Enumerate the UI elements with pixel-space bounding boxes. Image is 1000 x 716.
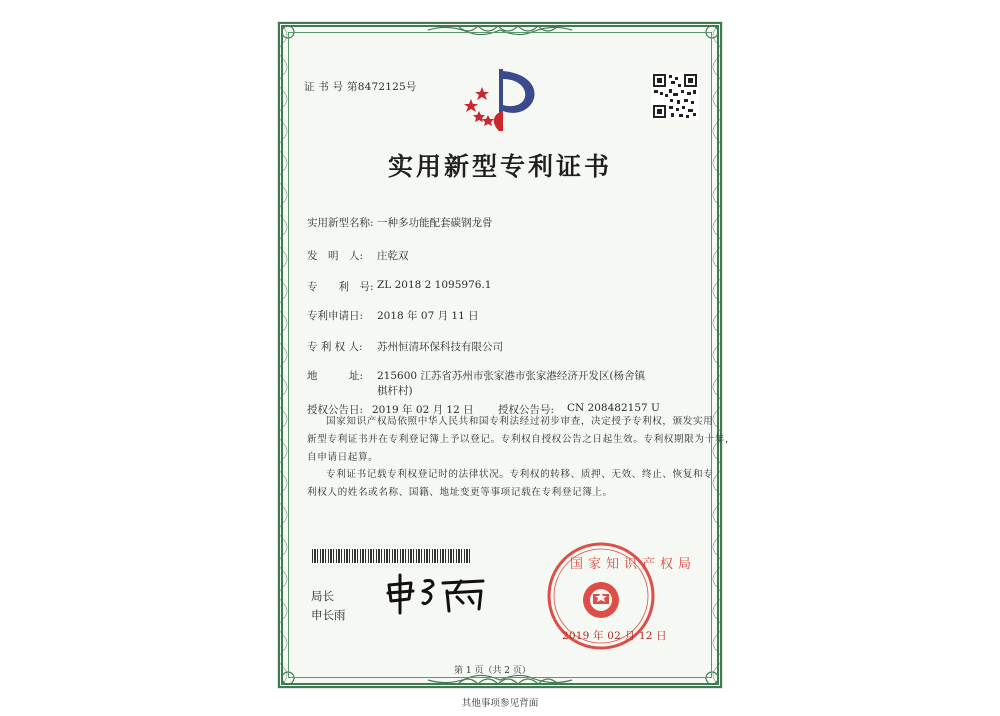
signatory-name: 申长雨 (311, 608, 346, 622)
patent-number-label: 专 利 号: (307, 281, 374, 293)
address-line-1: 215600 江苏省苏州市张家港市张家港经济开发区(杨舍镇 (377, 370, 646, 382)
body-paragraph-1-line-3: 自申请日起算。 (307, 452, 379, 463)
signatory-title: 局长 (311, 589, 334, 603)
grant-date-value: 2019 年 02 月 12 日 (372, 404, 474, 416)
handwritten-signature (383, 573, 493, 615)
inventor-label: 发 明 人: (307, 250, 364, 262)
cert-number: 第8472125号 (347, 81, 417, 93)
barcode (312, 549, 472, 563)
seal-date: 2019 年 02 月 12 日 (562, 630, 667, 642)
grant-number-label: 授权公告号: (498, 404, 555, 416)
address-label: 地 址: (307, 370, 364, 382)
certificate-title: 实用新型专利证书 (387, 152, 612, 181)
inventor-value: 庄乾双 (377, 250, 409, 262)
application-date-value: 2018 年 07 月 11 日 (377, 310, 479, 322)
footer-note: 其他事项参见背面 (461, 698, 539, 709)
grant-date-label: 授权公告日: (307, 404, 364, 416)
seal-text: 国家知识产权局 (570, 557, 697, 572)
patent-number-value: ZL 2018 2 1095976.1 (377, 279, 492, 291)
cert-number-label: 证 书 号 (304, 81, 344, 93)
grant-number-value: CN 208482157 U (567, 402, 660, 414)
patentee-label: 专 利 权 人: (307, 341, 363, 353)
address-line-2: 棋杆村) (377, 385, 413, 397)
patentee-value: 苏州恒清环保科技有限公司 (377, 341, 503, 353)
body-paragraph-2-line-2: 利权人的姓名或名称、国籍、地址变更等事项记载在专利登记簿上。 (307, 487, 613, 498)
name-label: 实用新型名称: (307, 217, 374, 229)
body-paragraph-2-line-1: 专利证书记载专利权登记时的法律状况。专利权的转移、质押、无效、终止、恢复和专 (326, 469, 714, 480)
body-paragraph-1-line-1: 国家知识产权局依照中华人民共和国专利法经过初步审查，决定授予专利权，颁发实用 (326, 416, 714, 427)
application-date-label: 专利申请日: (307, 310, 364, 322)
cnipa-logo (455, 65, 550, 135)
body-paragraph-1-line-2: 新型专利证书并在专利登记簿上予以登记。专利权自授权公告之日起生效。专利权期限为十年， (307, 434, 736, 445)
qr-code (651, 72, 699, 120)
page-indicator: 第 1 页（共 2 页） (454, 666, 531, 676)
name-value: 一种多功能配套碳钢龙骨 (377, 217, 493, 229)
